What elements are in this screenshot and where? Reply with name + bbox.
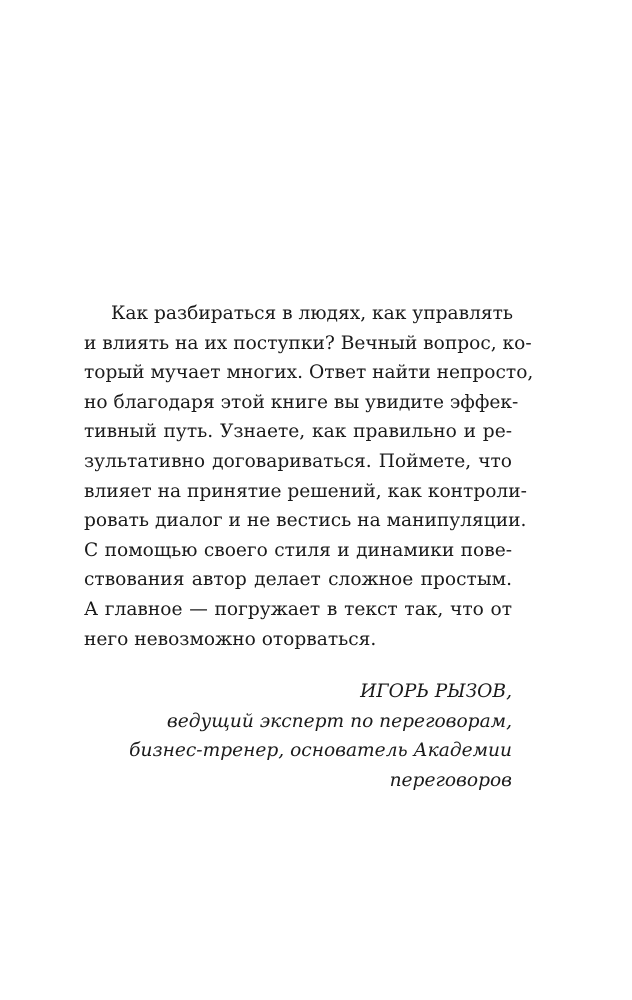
- attribution-block: [92, 677, 512, 795]
- blurb-line: А главное — погружает в текст так, что от: [84, 598, 512, 620]
- attribution-role-line: ведущий эксперт по переговорам,: [166, 710, 512, 732]
- attribution-role-line: переговоров: [389, 769, 512, 791]
- blurb-line: ствования автор делает сложное простым.: [84, 569, 512, 591]
- blurb-line: Как разбираться в людях, как управлять: [111, 303, 514, 324]
- attribution-name: ИГОРЬ РЫЗОВ,: [360, 681, 512, 702]
- blurb-paragraph: [84, 299, 534, 654]
- blurb-line: влияет на принятие решений, как контроли-: [84, 480, 527, 502]
- attribution-role-line: бизнес-тренер, основатель Академии: [129, 740, 512, 762]
- blurb-line: зультативно договариваться. Поймете, что: [84, 450, 512, 472]
- blurb-line: С помощью своего стиля и динамики пове-: [84, 539, 512, 561]
- blurb-line: тивный путь. Узнаете, как правильно и ре-: [84, 421, 512, 443]
- blurb-line: и влиять на их поступки? Вечный вопрос, ко-: [84, 332, 532, 354]
- blurb-line: торый мучает многих. Ответ найти непросто,: [84, 362, 534, 384]
- blurb-line: но благодаря этой книге вы увидите эффек-: [84, 391, 519, 413]
- blurb-line: него невозможно оторваться.: [84, 628, 377, 650]
- blurb-line: ровать диалог и не вестись на манипуляции.: [84, 510, 527, 532]
